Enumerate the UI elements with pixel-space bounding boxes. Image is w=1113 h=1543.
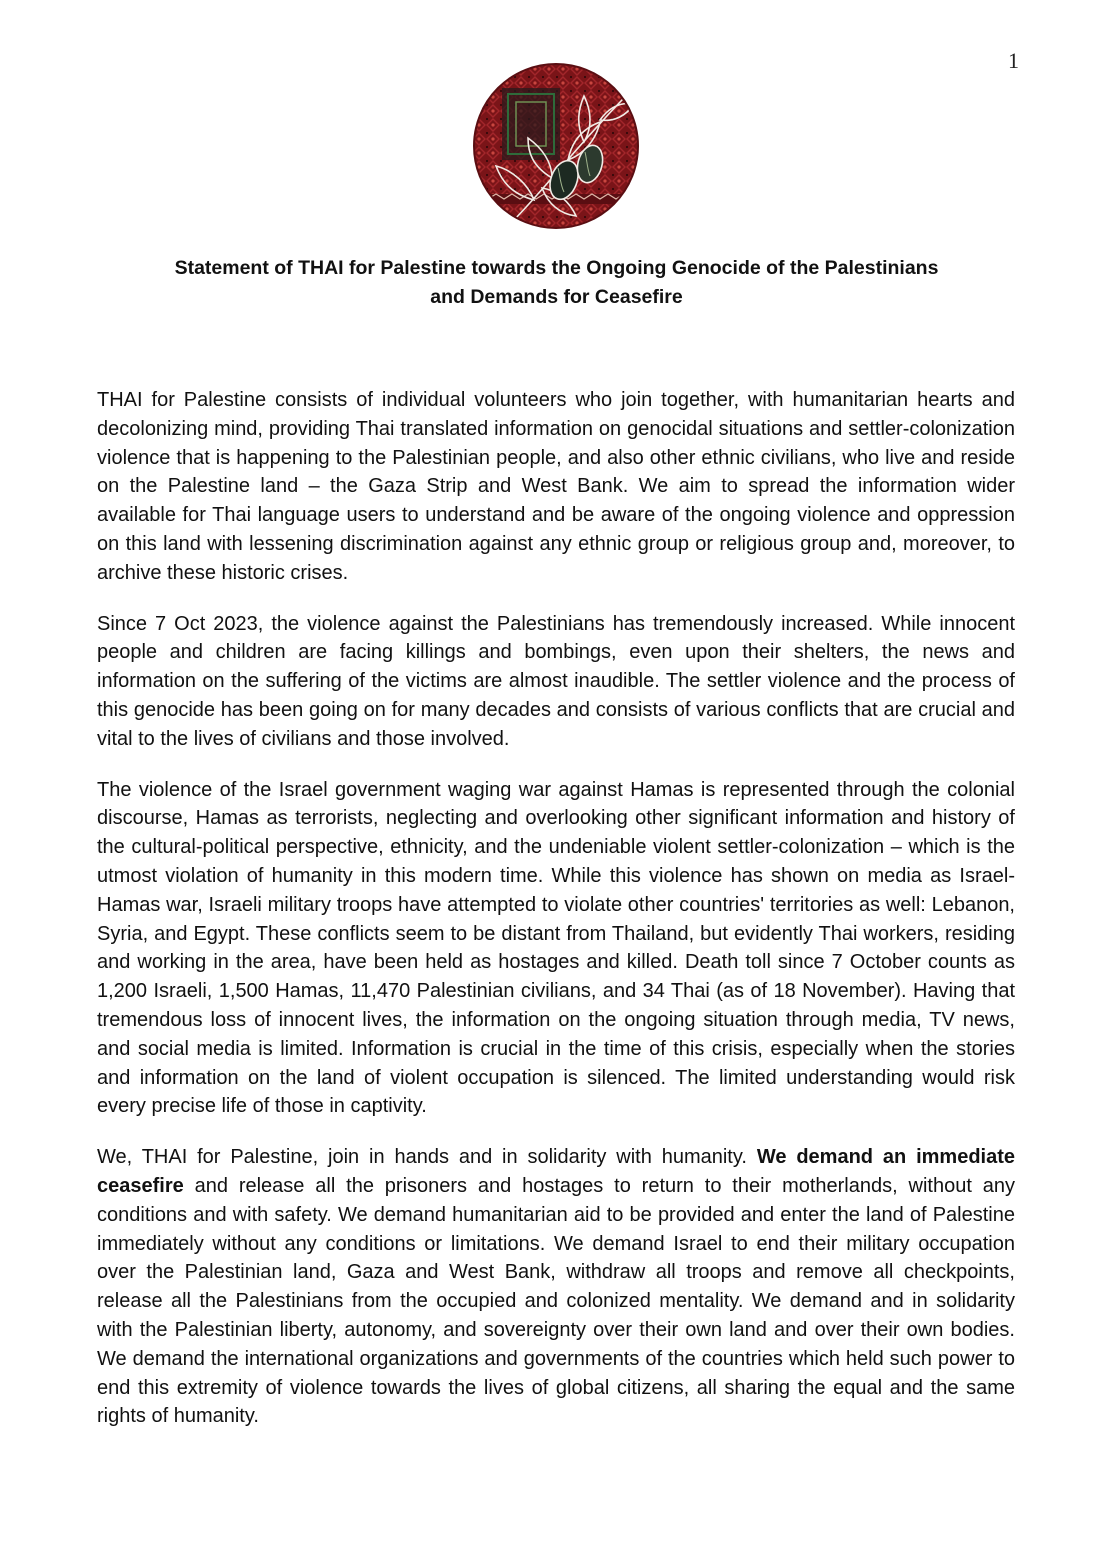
olive-branch-logo	[472, 62, 640, 230]
paragraph-since-october: Since 7 Oct 2023, the violence against the Palestinians has tremendously increased. While innocent people and children are facing killings and bombings, even upon their shelters, the news and information on the suffering of the victims are almost inaudible. The settler violence and the process of this genocide has been going on for many decades and consists of various conflicts that are crucial and vital to the lives of civilians and those involved.	[97, 612, 1015, 750]
statement-body	[97, 386, 1015, 1431]
demands-ceasefire-bold: We demand an immediate ceasefire	[97, 1146, 1015, 1197]
olive-branch-embroidery-icon	[472, 62, 640, 230]
title-line-1: Statement of THAI for Palestine towards the Ongoing Genocide of the Palestinians	[174, 257, 939, 279]
paragraph-demands	[97, 1143, 1015, 1431]
demands-rest: and release all the prisoners and hostages to return to their motherlands, without any conditions and with safety. We demand humanitarian aid to be provided and enter the land of Palestine immediately without any conditions or limitations. We demand Israel to end their military occupation over the Palestinian land, Gaza and West Bank, withdraw all troops and remove all checkpoints, release all the Palestinians from the occupied and colonized mentality. We demand and in solidarity with the Palestinian liberty, autonomy, and sovereignty over their own land and over their own bodies. We demand the international organizations and governments of the countries which held such power to end this extremity of violence towards the lives of global citizens, all sharing the equal and the same rights of humanity.	[97, 1174, 1015, 1428]
page-number: 1	[1008, 48, 1019, 73]
paragraph-introduction: THAI for Palestine consists of individual volunteers who join together, with humanitarian hearts and decolonizing mind, providing Thai translated information on genocidal situations and settler-colonization violence that is happening to the Palestinian people, and also other ethnic civilians, who live and reside on the Palestine land – the Gaza Strip and West Bank. We aim to spread the information wider available for Thai language users to understand and be aware of the ongoing violence and oppression on this land with lessening discrimination against any ethnic group or religious group and, moreover, to archive these historic crises.	[97, 389, 1015, 584]
title-line-2: and Demands for Ceasefire	[430, 286, 683, 308]
paragraph-violence-discourse: The violence of the Israel government waging war against Hamas is represented through the colonial discourse, Hamas as terrorists, neglecting and overlooking other significant information and history of the cultural-political perspective, ethnicity, and the undeniable violent settler-colonization – which is the utmost violation of humanity in this modern time. While this violence has shown on media as Israel-Hamas war, Israeli military troops have attempted to violate other countries' territories as well: Lebanon, Syria, and Egypt. These conflicts seem to be distant from Thailand, but evidently Thai workers, residing and working in the area, have been held as hostages and killed. Death toll since 7 October counts as 1,200 Israeli, 1,500 Hamas, 11,470 Palestinian civilians, and 34 Thai (as of 18 November). Having that tremendous loss of innocent lives, the information on the ongoing situation through media, TV news, and social media is limited. Information is crucial in the time of this crisis, especially when the stories and information on the land of violent occupation is silenced. The limited understanding would risk every precise life of those in captivity.	[97, 778, 1015, 1118]
statement-title	[80, 254, 1033, 312]
demands-intro: We, THAI for Palestine, join in hands and in solidarity with humanity.	[97, 1146, 757, 1169]
